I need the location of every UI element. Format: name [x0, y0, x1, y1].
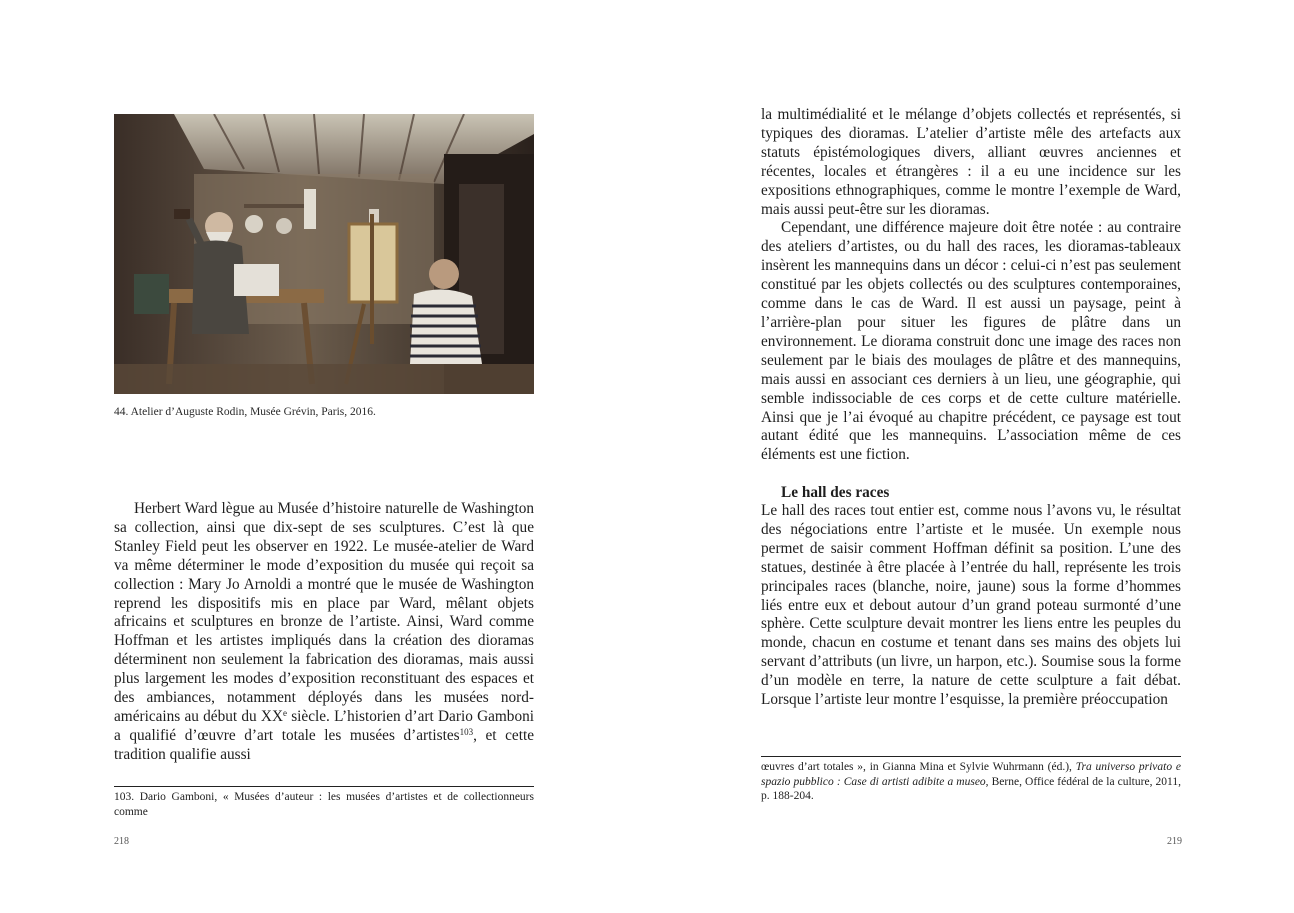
right-body-text-top — [761, 106, 1181, 465]
section-heading: Le hall des races — [781, 484, 890, 501]
left-body-text — [114, 500, 534, 765]
page-number-right: 219 — [1167, 836, 1182, 847]
footnote-103: 103. Dario Gamboni, « Musées d’auteur : les musées d’artistes et de collectionneurs comme — [114, 791, 534, 818]
figure-caption: 44. Atelier d’Auguste Rodin, Musée Grévin, Paris, 2016. — [114, 406, 376, 418]
footnote-text: œuvres d’art totales », in Gianna Mina et Sylvie Wuhrmann (éd.), — [761, 761, 1076, 773]
body-paragraph: Herbert Ward lègue au Musée d’histoire naturelle de Washington sa collection, ainsi que dix-sept de ses sculptures. C’est là que Stanley Field peut les observer en 1922. Le musée-atelier de Ward va même déterminer le mode d’exposition du musée qui reçoit sa collection : Mary Jo Arnoldi a montré que le musée de Washington reprend les dispositifs mis en place par Ward, mêlant objets africains et sculptures en bronze de l’artiste. Ainsi, Ward comme Hoffman et les artistes impliqués dans la création des dioramas déterminent non seulement la fabrication des dioramas, mais aussi plus largement les modes d’exposition reconstituant des espaces et des ambiances, notamment déployés dans les musées nord-américains au début du XX — [114, 500, 534, 725]
footnote-ref: 103 — [459, 726, 474, 737]
rodin-atelier-photo — [114, 114, 534, 394]
right-body-text-bottom — [761, 502, 1181, 710]
footnote-continued — [761, 760, 1181, 804]
page-number-left: 218 — [114, 836, 129, 847]
right-page — [647, 0, 1294, 913]
body-paragraph-cont: siècle. L’historien d’art Dario Gamboni a qualifié d’œuvre d’art totale les musées d’artistes — [114, 707, 534, 744]
body-paragraph-end: , et cette tradition qualifie aussi — [114, 726, 534, 763]
figure-photo — [114, 114, 534, 394]
body-paragraph: Cependant, une différence majeure doit être notée : au contraire des ateliers d’artistes, ou du hall des races, les dioramas-tableaux insèrent les mannequins dans un décor : celui-ci n’est pas seulement constitué par les objets collectés ou des sculptures contemporaines, comme dans le cas de Ward. Il est aussi un paysage, peint à l’arrière-plan pour situer les figures de plâtre dans un environnement. Le diorama construit donc une image des races non seulement par le biais des moulages de plâtre et des mannequins, mais aussi en associant ces derniers à un lieu, une géographie, qui semble indissociable de ces corps et de cette culture matérielle. Ainsi que je l’ai évoqué au chapitre précédent, ce paysage est tout autant édité que les mannequins. L’association même de ces éléments est une fiction. — [761, 219, 1181, 464]
body-paragraph: la multimédialité et le mélange d’objets collectés et représentés, si typiques des dioramas. L’atelier d’artiste mêle des artefacts aux statuts épistémologiques divers, alliant œuvres anciennes et récentes, locales et étrangères : il a eu une incidence sur les expositions ethnographiques, comme le montre l’exemple de Ward, mais aussi peut-être sur les dioramas. — [761, 106, 1181, 218]
body-paragraph: Le hall des races tout entier est, comme nous l’avons vu, le résultat des négociations entre l’artiste et le musée. Un exemple nous permet de saisir comment Hoffman définit sa position. L’une des statues, destinée à être placée à l’entrée du hall, représente les trois principales races (blanche, noire, jaune) sous la forme d’hommes liés entre eux et debout autour d’un grand poteau surmonté d’une sphère. Cette sculpture devait montrer les liens entre les peuples du monde, chacun en costume et tenant dans ses mains des objets lui servant d’attributs (un livre, un harpon, etc.). Soumise sous la forme d’un modèle en terre, la nature de cette sculpture a fait débat. Lorsque l’artiste leur montre l’esquisse, la première préoccupation — [761, 502, 1181, 709]
footnote-rule — [114, 786, 534, 787]
footnote-rule — [761, 756, 1181, 757]
footnote-text-end: , Berne, Office fédéral de la culture, 2011, p. 188-204. — [761, 775, 1181, 803]
footnote-title: Tra universo privato e spazio pubblico : Case di artisti adibite a museo — [761, 761, 1182, 788]
century-superscript: e — [283, 707, 287, 718]
